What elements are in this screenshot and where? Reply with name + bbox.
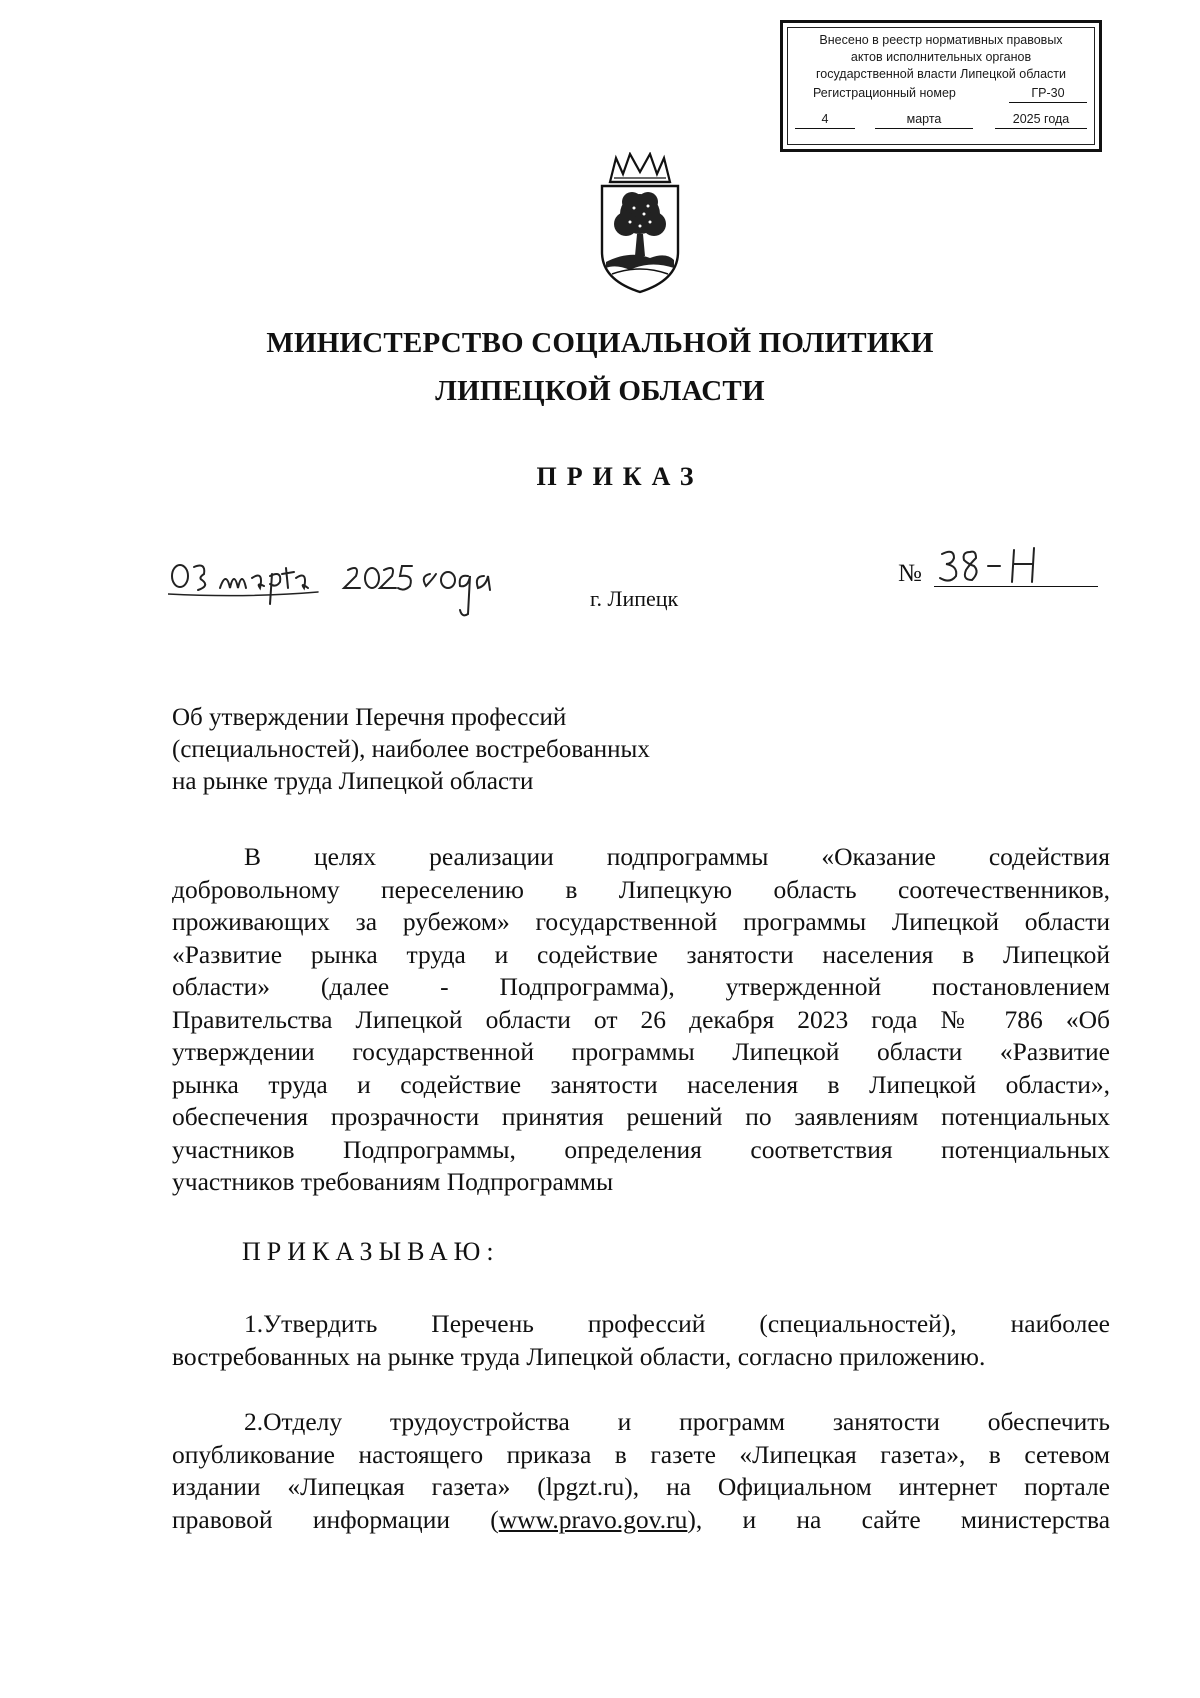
handwritten-date — [168, 548, 528, 618]
number-sign: № — [898, 560, 922, 587]
stamp-year: 2025 года — [995, 111, 1087, 129]
paragraph-line: востребованных на рынке труда Липецкой области, согласно приложению. — [172, 1341, 986, 1371]
order-number — [898, 548, 1098, 588]
subject-line: (специальностей), наиболее востребованных — [172, 736, 650, 763]
ministry-name-line-1: МИНИСТЕРСТВО СОЦИАЛЬНОЙ ПОЛИТИКИ — [266, 327, 934, 359]
stamp-registration-label: Регистрационный номер — [813, 86, 956, 100]
paragraph-line: добровольному переселению в Липецкую область соотечественников, — [172, 874, 1110, 904]
stamp-registration-number: ГР-30 — [1009, 85, 1087, 103]
handwritten-date-text: 03 марта 2025 года — [168, 548, 177, 549]
stamp-line-3: государственной власти Липецкой области — [815, 67, 1067, 81]
paragraph-line: рынка труда и содействие занятости населения в Липецкой области», — [172, 1069, 1110, 1099]
paragraph-line: «Развитие рынка труда и содействие занятости населения в Липецкой — [172, 939, 1110, 969]
order-subject — [172, 702, 650, 798]
order-directive-word: ПРИКАЗЫВАЮ: — [242, 1237, 500, 1266]
order-item-2 — [172, 1406, 1110, 1536]
line-text: правовой информации ( — [172, 1504, 499, 1534]
registry-stamp — [780, 20, 1102, 152]
subject-line: Об утверждении Перечня профессий — [172, 704, 567, 731]
handwritten-number — [936, 546, 1046, 586]
paragraph-line: участников Подпрограммы, определения соответствия потенциальных — [172, 1134, 1110, 1164]
paragraph-line: издании «Липецкая газета» (lpgzt.ru), на Официальном интернет портале — [172, 1472, 1110, 1501]
stamp-line-2: актов исполнительных органов — [850, 50, 1032, 64]
order-title: ПРИКАЗ — [536, 462, 704, 491]
city: г. Липецк — [590, 586, 679, 611]
paragraph-line: утверждении государственной программы Липецкой области «Развитие — [172, 1037, 1110, 1066]
line-text: ), и на сайте министерства — [687, 1504, 1111, 1534]
ministry-name-line-2: ЛИПЕЦКОЙ ОБЛАСТИ — [435, 375, 765, 407]
paragraph-line: 2.Отделу трудоустройства и программ занятости обеспечить — [244, 1407, 1110, 1436]
stamp-line-1: Внесено в реестр нормативных правовых — [819, 33, 1063, 47]
handwritten-number-text: 38-Н — [936, 546, 939, 547]
coat-of-arms-icon — [590, 152, 690, 298]
paragraph-line: участников требованиям Подпрограммы — [172, 1167, 614, 1196]
preamble-paragraph — [172, 841, 1110, 1199]
number-underline — [934, 586, 1098, 587]
paragraph-line: проживающих за рубежом» государственной программы Липецкой области — [172, 907, 1110, 936]
stamp-month: марта — [875, 111, 973, 129]
order-item-1 — [172, 1308, 1110, 1373]
stamp-day: 4 — [795, 111, 855, 129]
paragraph-line: обеспечения прозрачности принятия решений по заявлениям потенциальных — [172, 1102, 1110, 1131]
paragraph-line — [172, 1504, 1110, 1537]
paragraph-line: В целях реализации подпрограммы «Оказание содействия — [244, 842, 1110, 871]
paragraph-line: 1.Утвердить Перечень профессий (специальностей), наиболее — [244, 1309, 1110, 1338]
paragraph-line: Правительства Липецкой области от 26 декабря 2023 года № 786 «Об — [172, 1004, 1110, 1034]
pravo-gov-link[interactable]: www.pravo.gov.ru — [498, 1504, 688, 1534]
paragraph-line: опубликование настоящего приказа в газете «Липецкая газета», в сетевом — [172, 1439, 1110, 1469]
subject-line: на рынке труда Липецкой области — [172, 768, 534, 795]
paragraph-line: области» (далее - Подпрограмма), утвержденной постановлением — [172, 972, 1110, 1001]
